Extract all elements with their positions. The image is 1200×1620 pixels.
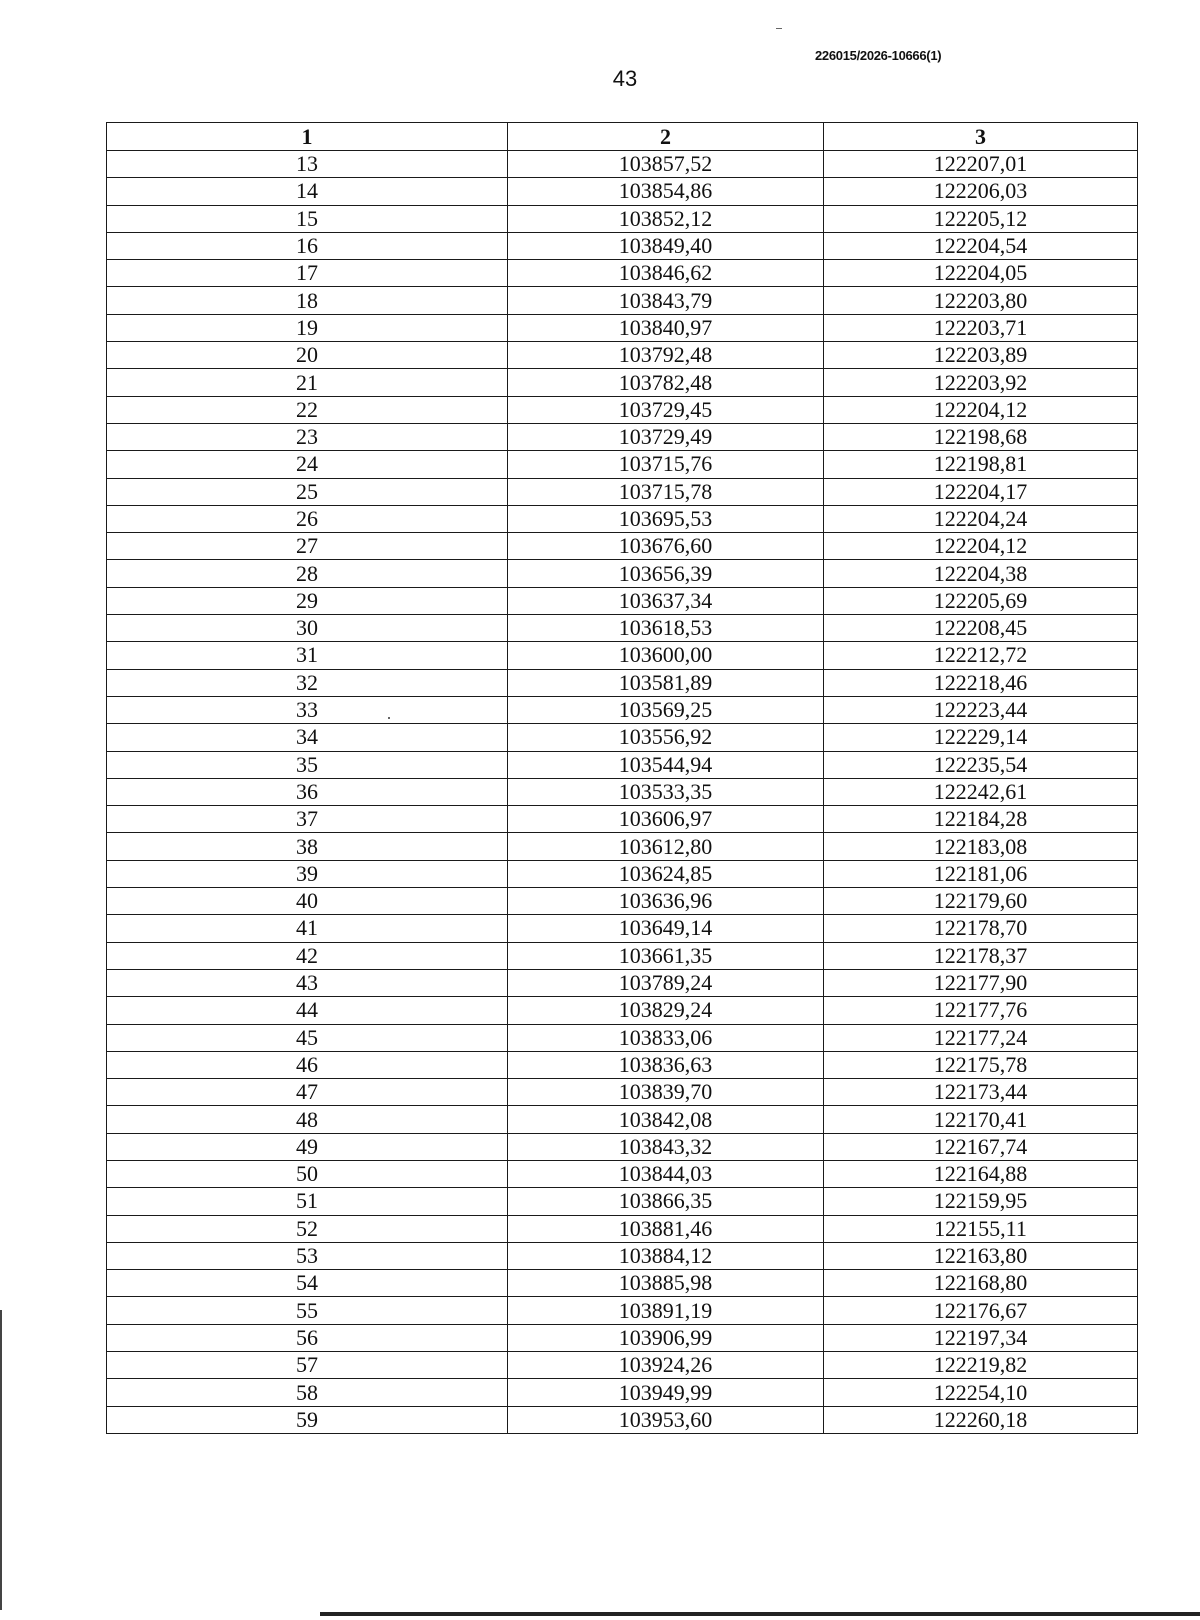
- table-row: [107, 260, 1138, 287]
- x-coordinate-cell: 103661,35: [508, 942, 824, 969]
- table-row: [107, 669, 1138, 696]
- point-number-cell: 59: [107, 1406, 508, 1433]
- point-number-cell: 35: [107, 751, 508, 778]
- x-coordinate-cell: 103606,97: [508, 806, 824, 833]
- point-number-cell: 13: [107, 151, 508, 178]
- x-coordinate-cell: 103953,60: [508, 1406, 824, 1433]
- point-number-cell: 48: [107, 1106, 508, 1133]
- table-row: [107, 1106, 1138, 1133]
- column-header-1: 1: [107, 123, 508, 151]
- point-number-cell: 53: [107, 1242, 508, 1269]
- y-coordinate-cell: 122203,80: [824, 287, 1138, 314]
- table-row: [107, 1297, 1138, 1324]
- page-number: 43: [612, 66, 638, 91]
- point-number-cell: 52: [107, 1215, 508, 1242]
- table-row: [107, 314, 1138, 341]
- point-number-cell: 16: [107, 232, 508, 259]
- point-number-cell: 19: [107, 314, 508, 341]
- point-number-cell: 39: [107, 860, 508, 887]
- x-coordinate-cell: 103649,14: [508, 915, 824, 942]
- x-coordinate-cell: 103846,62: [508, 260, 824, 287]
- table-row: [107, 423, 1138, 450]
- y-coordinate-cell: 122177,76: [824, 997, 1138, 1024]
- point-number-cell: 27: [107, 533, 508, 560]
- x-coordinate-cell: 103569,25: [508, 696, 824, 723]
- x-coordinate-cell: 103612,80: [508, 833, 824, 860]
- x-coordinate-cell: 103843,32: [508, 1133, 824, 1160]
- point-number-cell: 36: [107, 778, 508, 805]
- table-row: [107, 696, 1138, 723]
- table-row: [107, 1188, 1138, 1215]
- point-number-cell: 23: [107, 423, 508, 450]
- table-row: [107, 505, 1138, 532]
- y-coordinate-cell: 122203,71: [824, 314, 1138, 341]
- table-row: [107, 860, 1138, 887]
- x-coordinate-cell: 103636,96: [508, 888, 824, 915]
- x-coordinate-cell: 103833,06: [508, 1024, 824, 1051]
- y-coordinate-cell: 122260,18: [824, 1406, 1138, 1433]
- table-row: [107, 151, 1138, 178]
- y-coordinate-cell: 122170,41: [824, 1106, 1138, 1133]
- coordinates-table: [106, 122, 1138, 1434]
- y-coordinate-cell: 122163,80: [824, 1242, 1138, 1269]
- table-row: [107, 205, 1138, 232]
- x-coordinate-cell: 103857,52: [508, 151, 824, 178]
- x-coordinate-cell: 103852,12: [508, 205, 824, 232]
- y-coordinate-cell: 122204,05: [824, 260, 1138, 287]
- y-coordinate-cell: 122205,69: [824, 587, 1138, 614]
- table-row: [107, 642, 1138, 669]
- table-row: [107, 615, 1138, 642]
- y-coordinate-cell: 122198,81: [824, 451, 1138, 478]
- table-row: [107, 1051, 1138, 1078]
- point-number-cell: 38: [107, 833, 508, 860]
- y-coordinate-cell: 122183,08: [824, 833, 1138, 860]
- x-coordinate-cell: 103544,94: [508, 751, 824, 778]
- table-row: [107, 1160, 1138, 1187]
- point-number-cell: 37: [107, 806, 508, 833]
- point-number-cell: 32: [107, 669, 508, 696]
- table-row: [107, 1215, 1138, 1242]
- point-number-cell: 49: [107, 1133, 508, 1160]
- y-coordinate-cell: 122173,44: [824, 1079, 1138, 1106]
- point-number-cell: 20: [107, 342, 508, 369]
- y-coordinate-cell: 122204,12: [824, 533, 1138, 560]
- table-row: [107, 969, 1138, 996]
- table-row: [107, 778, 1138, 805]
- y-coordinate-cell: 122205,12: [824, 205, 1138, 232]
- point-number-cell: 29: [107, 587, 508, 614]
- table-row: [107, 560, 1138, 587]
- y-coordinate-cell: 122198,68: [824, 423, 1138, 450]
- table-row: [107, 369, 1138, 396]
- x-coordinate-cell: 103715,78: [508, 478, 824, 505]
- point-number-cell: 58: [107, 1379, 508, 1406]
- y-coordinate-cell: 122176,67: [824, 1297, 1138, 1324]
- y-coordinate-cell: 122155,11: [824, 1215, 1138, 1242]
- x-coordinate-cell: 103881,46: [508, 1215, 824, 1242]
- y-coordinate-cell: 122203,92: [824, 369, 1138, 396]
- table-row: [107, 724, 1138, 751]
- table-row: [107, 1133, 1138, 1160]
- x-coordinate-cell: 103789,24: [508, 969, 824, 996]
- x-coordinate-cell: 103600,00: [508, 642, 824, 669]
- x-coordinate-cell: 103840,97: [508, 314, 824, 341]
- point-number-cell: 55: [107, 1297, 508, 1324]
- y-coordinate-cell: 122229,14: [824, 724, 1138, 751]
- scan-speck: [776, 28, 782, 29]
- y-coordinate-cell: 122197,34: [824, 1324, 1138, 1351]
- x-coordinate-cell: 103884,12: [508, 1242, 824, 1269]
- point-number-cell: 40: [107, 888, 508, 915]
- document-code: 226015/2026-10666(1): [815, 48, 942, 63]
- point-number-cell: 15: [107, 205, 508, 232]
- point-number-cell: 56: [107, 1324, 508, 1351]
- y-coordinate-cell: 122178,70: [824, 915, 1138, 942]
- x-coordinate-cell: 103782,48: [508, 369, 824, 396]
- table-row: [107, 1270, 1138, 1297]
- y-coordinate-cell: 122167,74: [824, 1133, 1138, 1160]
- x-coordinate-cell: 103844,03: [508, 1160, 824, 1187]
- y-coordinate-cell: 122242,61: [824, 778, 1138, 805]
- x-coordinate-cell: 103839,70: [508, 1079, 824, 1106]
- table-row: [107, 1379, 1138, 1406]
- point-number-cell: 30: [107, 615, 508, 642]
- x-coordinate-cell: 103792,48: [508, 342, 824, 369]
- y-coordinate-cell: 122177,24: [824, 1024, 1138, 1051]
- point-number-cell: 47: [107, 1079, 508, 1106]
- table-row: [107, 451, 1138, 478]
- y-coordinate-cell: 122159,95: [824, 1188, 1138, 1215]
- y-coordinate-cell: 122212,72: [824, 642, 1138, 669]
- table-row: [107, 1079, 1138, 1106]
- point-number-cell: 25: [107, 478, 508, 505]
- column-header-2: 2: [508, 123, 824, 151]
- x-coordinate-cell: 103842,08: [508, 1106, 824, 1133]
- point-number-cell: 57: [107, 1352, 508, 1379]
- y-coordinate-cell: 122206,03: [824, 178, 1138, 205]
- point-number-cell: 44: [107, 997, 508, 1024]
- point-number-cell: 21: [107, 369, 508, 396]
- table-row: [107, 1324, 1138, 1351]
- y-coordinate-cell: 122203,89: [824, 342, 1138, 369]
- table-body: [107, 151, 1138, 1434]
- y-coordinate-cell: 122204,17: [824, 478, 1138, 505]
- table-row: [107, 915, 1138, 942]
- table-row: [107, 587, 1138, 614]
- table-row: [107, 178, 1138, 205]
- table-row: [107, 1406, 1138, 1433]
- table-row: [107, 342, 1138, 369]
- y-coordinate-cell: 122204,54: [824, 232, 1138, 259]
- table-row: [107, 287, 1138, 314]
- point-number-cell: 34: [107, 724, 508, 751]
- table-header-row: [107, 123, 1138, 151]
- x-coordinate-cell: 103949,99: [508, 1379, 824, 1406]
- x-coordinate-cell: 103533,35: [508, 778, 824, 805]
- coordinates-table-container: [106, 122, 1138, 1434]
- x-coordinate-cell: 103581,89: [508, 669, 824, 696]
- table-row: [107, 751, 1138, 778]
- y-coordinate-cell: 122164,88: [824, 1160, 1138, 1187]
- y-coordinate-cell: 122219,82: [824, 1352, 1138, 1379]
- point-number-cell: 31: [107, 642, 508, 669]
- x-coordinate-cell: 103729,45: [508, 396, 824, 423]
- y-coordinate-cell: 122223,44: [824, 696, 1138, 723]
- point-number-cell: 17: [107, 260, 508, 287]
- y-coordinate-cell: 122168,80: [824, 1270, 1138, 1297]
- table-row: [107, 533, 1138, 560]
- y-coordinate-cell: 122204,24: [824, 505, 1138, 532]
- point-number-cell: 18: [107, 287, 508, 314]
- x-coordinate-cell: 103556,92: [508, 724, 824, 751]
- table-row: [107, 888, 1138, 915]
- x-coordinate-cell: 103891,19: [508, 1297, 824, 1324]
- point-number-cell: 42: [107, 942, 508, 969]
- table-row: [107, 997, 1138, 1024]
- point-number-cell: 41: [107, 915, 508, 942]
- y-coordinate-cell: 122218,46: [824, 669, 1138, 696]
- column-header-3: 3: [824, 123, 1138, 151]
- table-row: [107, 232, 1138, 259]
- x-coordinate-cell: 103906,99: [508, 1324, 824, 1351]
- y-coordinate-cell: 122204,38: [824, 560, 1138, 587]
- y-coordinate-cell: 122254,10: [824, 1379, 1138, 1406]
- x-coordinate-cell: 103656,39: [508, 560, 824, 587]
- x-coordinate-cell: 103637,34: [508, 587, 824, 614]
- point-number-cell: 14: [107, 178, 508, 205]
- table-row: [107, 478, 1138, 505]
- x-coordinate-cell: 103836,63: [508, 1051, 824, 1078]
- x-coordinate-cell: 103729,49: [508, 423, 824, 450]
- point-number-cell: 50: [107, 1160, 508, 1187]
- x-coordinate-cell: 103849,40: [508, 232, 824, 259]
- point-number-cell: 24: [107, 451, 508, 478]
- scan-bottom-bar: [320, 1612, 1200, 1616]
- y-coordinate-cell: 122184,28: [824, 806, 1138, 833]
- scan-speck: [388, 717, 390, 719]
- scan-edge-mark: [0, 1310, 2, 1610]
- y-coordinate-cell: 122177,90: [824, 969, 1138, 996]
- table-row: [107, 806, 1138, 833]
- y-coordinate-cell: 122179,60: [824, 888, 1138, 915]
- point-number-cell: 54: [107, 1270, 508, 1297]
- y-coordinate-cell: 122181,06: [824, 860, 1138, 887]
- point-number-cell: 46: [107, 1051, 508, 1078]
- x-coordinate-cell: 103854,86: [508, 178, 824, 205]
- x-coordinate-cell: 103843,79: [508, 287, 824, 314]
- point-number-cell: 22: [107, 396, 508, 423]
- x-coordinate-cell: 103695,53: [508, 505, 824, 532]
- table-row: [107, 1242, 1138, 1269]
- y-coordinate-cell: 122235,54: [824, 751, 1138, 778]
- x-coordinate-cell: 103866,35: [508, 1188, 824, 1215]
- y-coordinate-cell: 122175,78: [824, 1051, 1138, 1078]
- x-coordinate-cell: 103715,76: [508, 451, 824, 478]
- point-number-cell: 28: [107, 560, 508, 587]
- table-row: [107, 942, 1138, 969]
- x-coordinate-cell: 103924,26: [508, 1352, 824, 1379]
- table-row: [107, 833, 1138, 860]
- y-coordinate-cell: 122207,01: [824, 151, 1138, 178]
- x-coordinate-cell: 103618,53: [508, 615, 824, 642]
- x-coordinate-cell: 103676,60: [508, 533, 824, 560]
- table-row: [107, 1352, 1138, 1379]
- x-coordinate-cell: 103624,85: [508, 860, 824, 887]
- table-row: [107, 1024, 1138, 1051]
- y-coordinate-cell: 122204,12: [824, 396, 1138, 423]
- y-coordinate-cell: 122208,45: [824, 615, 1138, 642]
- x-coordinate-cell: 103829,24: [508, 997, 824, 1024]
- y-coordinate-cell: 122178,37: [824, 942, 1138, 969]
- table-row: [107, 396, 1138, 423]
- point-number-cell: 33: [107, 696, 508, 723]
- point-number-cell: 26: [107, 505, 508, 532]
- point-number-cell: 45: [107, 1024, 508, 1051]
- x-coordinate-cell: 103885,98: [508, 1270, 824, 1297]
- point-number-cell: 51: [107, 1188, 508, 1215]
- point-number-cell: 43: [107, 969, 508, 996]
